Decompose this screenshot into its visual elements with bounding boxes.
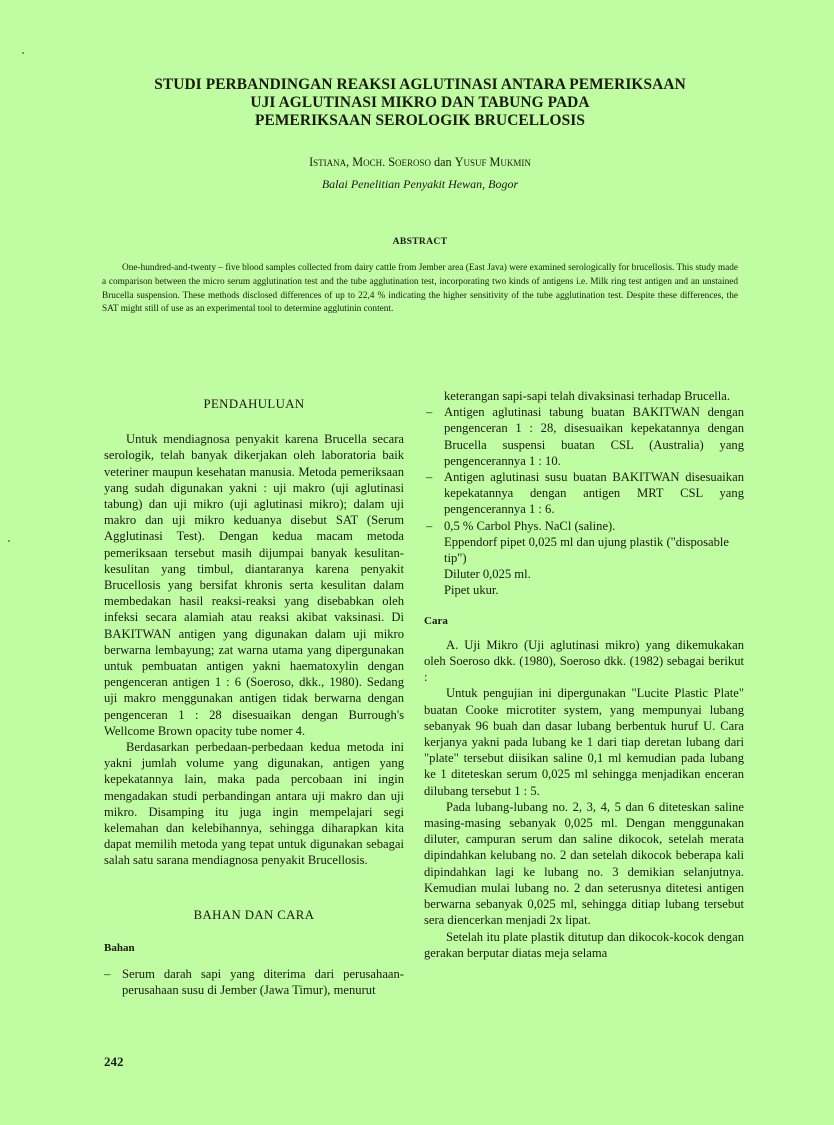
bahan-item-7: Pipet ukur. bbox=[444, 583, 499, 598]
pendahuluan-paragraph-2: Berdasarkan perbedaan-perbedaan kedua metoda ini yakni jumlah volume yang digunakan, antigen yang kepekatannya lain, maka pada percobaan ini ingin mengadakan studi perbandingan antara uji makro dan uji mikro. Disamping itu juga ingin mempelajari segi kelemahan dan kelebihannya, sehingga diharapkan kita dapat memilih metoda yang tepat untuk digunakan sebagai salah satu sarana mendiagnosa penyakit Brucellosis. bbox=[104, 740, 404, 868]
list-item-continued bbox=[444, 388, 744, 404]
paper-title bbox=[100, 76, 740, 130]
authors bbox=[100, 155, 740, 170]
dash-bullet: – bbox=[426, 470, 433, 485]
cara-paragraph-3: Pada lubang-lubang no. 2, 3, 4, 5 dan 6 diteteskan saline masing-masing sebanyak 0,025 ml. Dengan menggunakan diluter, campuran serum dan saline dikocok, setelah merata dipindahkan kelubang no. 2 dan setelah dikocok beberapa kali dipindahkan lagi ke lubang no. 3 demikian selanjutnya. Kemudian mulai lubang no. 2 dan seterusnya ditetesi antigen berwarna sebanyak 0,025 ml, sehingga ditiap lubang tersebut sera diencerkan menjadi 2x lipat. bbox=[424, 799, 744, 928]
subheading-cara: Cara bbox=[424, 614, 448, 627]
cara-paragraph-1: A. Uji Mikro (Uji aglutinasi mikro) yang dikemukakan oleh Soeroso dkk. (1980), Soeroso dkk. (1982) sebagai berikut : bbox=[424, 637, 744, 685]
scan-speck bbox=[8, 540, 10, 542]
author-1: Istiana, bbox=[309, 155, 350, 169]
bahan-item-6: Diluter 0,025 ml. bbox=[444, 567, 531, 582]
cara-paragraph-2: Untuk pengujian ini dipergunakan "Lucite Plastic Plate" buatan Cooke microtiter system, yang mempunyai lubang sebanyak 96 buah dan dasar lubang berbentuk huruf U. Cara kerjanya yakni pada lubang ke 1 dari tiap deretan lubang dari "plate" tersebut diisikan saline 0,1 ml kemudian pada lubang ke 1 diteteskan serum 0,025 ml sehingga menjadikan enceran dilubang tersebut 1 : 5. bbox=[424, 686, 744, 798]
list-item bbox=[426, 518, 744, 534]
abstract-body bbox=[102, 262, 738, 317]
section-heading-bahan-dan-cara: BAHAN DAN CARA bbox=[193, 907, 315, 922]
title-line-3: PEMERIKSAAN SEROLOGIK BRUCELLOSIS bbox=[255, 112, 585, 129]
dash-bullet: – bbox=[426, 518, 433, 533]
author-conjunction: dan bbox=[434, 155, 452, 169]
subheading-bahan: Bahan bbox=[104, 941, 135, 954]
bahan-item-1-continued: keterangan sapi-sapi telah divaksinasi terhadap Brucella. bbox=[444, 389, 731, 403]
title-line-1: STUDI PERBANDINGAN REAKSI AGLUTINASI ANTARA PEMERIKSAAN bbox=[154, 76, 686, 93]
abstract-heading: ABSTRACT bbox=[392, 236, 448, 247]
bahan-item-5: Eppendorf pipet 0,025 ml dan ujung plastik ("disposable tip") bbox=[444, 534, 729, 566]
bahan-item-4: 0,5 % Carbol Phys. NaCl (saline). bbox=[444, 518, 616, 533]
section-heading-pendahuluan: PENDAHULUAN bbox=[203, 397, 305, 411]
abstract-text: One-hundred-and-twenty – five blood samples collected from dairy cattle from Jember area (East Java) were examined serologically for brucellosis. This study made a comparison between the micro serum agglutination test and the tube agglutination test, incorporating two kinds of antigens i.e. Milk ring test antigen and an unstained Brucella suspension. These methods disclosed differences of up to 22,4 % indicating the higher sensitivity of the tube agglutination test. Despite these differences, the SAT might still of use as an experimental tool to determine agglutinin content. bbox=[102, 263, 738, 315]
right-column bbox=[424, 388, 744, 961]
list-item bbox=[104, 966, 404, 998]
dash-bullet: – bbox=[104, 967, 111, 982]
cara-paragraph-4: Setelah itu plate plastik ditutup dan dikocok-kocok dengan gerakan berputar diatas meja selama bbox=[424, 929, 744, 960]
page-number: 242 bbox=[104, 1054, 124, 1069]
cara-section bbox=[424, 637, 744, 961]
list-item bbox=[426, 469, 744, 518]
bahan-item-2: Antigen aglutinasi tabung buatan BAKITWAN dengan pengenceran 1 : 28, disesuaikan kepekatannya dengan Brucella suspensi buatan CSL (Australia) yang pengencerannya 1 : 10. bbox=[444, 405, 744, 468]
left-column bbox=[104, 396, 404, 999]
bahan-item-3: Antigen aglutinasi susu buatan BAKITWAN disesuaikan kepekatannya dengan antigen MRT CSL yang pengencerannya 1 : 6. bbox=[444, 470, 744, 517]
affiliation: Balai Penelitian Penyakit Hewan, Bogor bbox=[321, 177, 519, 191]
scan-speck bbox=[22, 52, 24, 54]
title-line-2: UJI AGLUTINASI MIKRO DAN TABUNG PADA bbox=[250, 94, 590, 111]
author-2: Moch. Soeroso bbox=[352, 155, 431, 169]
author-3: Yusuf Mukmin bbox=[454, 155, 531, 169]
pendahuluan-paragraph-1: Untuk mendiagnosa penyakit karena Brucella secara serologik, telah banyak dikerjakan oleh laboratoria baik veteriner maupun kesehatan manusia. Metoda pemeriksaan yang sudah digunakan yakni : uji makro (uji aglutinasi tabung) dan uji mikro (uji aglutinasi mikro); dalam uji makro dan uji mikro keduanya disebut SAT (Serum Agglutinasi Test). Dengan kedua macam metoda pemeriksaan tersebut masih dijumpai banyak kesulitan-kesulitan yang timbul, diantaranya karena penyakit Brucellosis yang bersifat khronis serta kesulitan dalam membedakan hasil reaksi-reaksi yang disebabkan oleh infeksi secara alamiah atau reaksi akibat vaksinasi. Di BAKITWAN antigen yang digunakan dalam uji mikro berwarna lembayung; zat warna utama yang dipergunakan untuk pembuatan antigen yakni haematoxylin dengan pengenceran antigen 1 : 6 (Soeroso, dkk., 1980). Sedang uji makro menggunakan antigen tidak berwarna dengan pengenceran 1 : 28 disesuaikan dengan Burrough's Wellcome Brown opacity tube nomer 4. bbox=[104, 432, 404, 738]
list-item bbox=[426, 404, 744, 469]
bahan-item-1: Serum darah sapi yang diterima dari perusahaan-perusahaan susu di Jember (Jawa Timur), menurut bbox=[122, 967, 404, 998]
dash-bullet: – bbox=[426, 405, 433, 420]
